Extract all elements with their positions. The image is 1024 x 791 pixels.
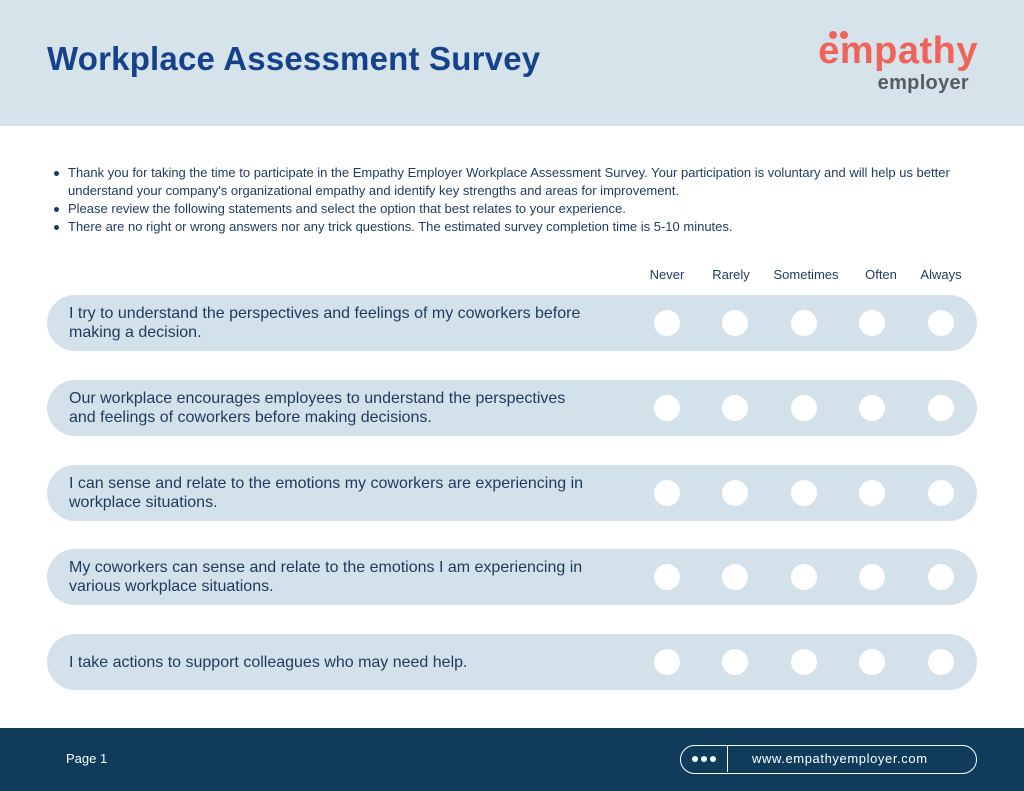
radio-always[interactable] — [928, 564, 954, 590]
survey-row-4 — [47, 549, 977, 605]
header-banner — [0, 0, 1024, 126]
statement-text: My coworkers can sense and relate to the emotions I am experiencing in various workplace situations. — [69, 559, 583, 595]
radio-often[interactable] — [859, 649, 885, 675]
survey-row-2 — [47, 380, 977, 436]
radio-always[interactable] — [928, 480, 954, 506]
radio-rarely[interactable] — [722, 649, 748, 675]
radio-often[interactable] — [859, 564, 885, 590]
radio-never[interactable] — [654, 649, 680, 675]
radio-always[interactable] — [928, 649, 954, 675]
radio-rarely[interactable] — [722, 395, 748, 421]
scale-label-never: Never — [649, 267, 685, 282]
radio-sometimes[interactable] — [791, 395, 817, 421]
page-title: Workplace Assessment Survey — [47, 40, 541, 77]
radio-never[interactable] — [654, 564, 680, 590]
intro-item: Thank you for taking the time to participate in the Empathy Employer Workplace Assessment Survey. Your participation is voluntary and will help us better understand your company's organizational empathy and identify key strengths and areas for improvement. — [52, 164, 980, 200]
radio-sometimes[interactable] — [791, 480, 817, 506]
radio-never[interactable] — [654, 310, 680, 336]
statement-text: I try to understand the perspectives and feelings of my coworkers before making a decision. — [69, 305, 581, 341]
statement-text: I can sense and relate to the emotions my coworkers are experiencing in workplace situations. — [69, 475, 584, 511]
radio-rarely[interactable] — [722, 480, 748, 506]
radio-often[interactable] — [859, 395, 885, 421]
logo-wordmark: empathy — [818, 30, 978, 72]
radio-often[interactable] — [859, 310, 885, 336]
footer-bar — [0, 728, 1024, 791]
more-dots-icon — [681, 746, 728, 772]
radio-often[interactable] — [859, 480, 885, 506]
radio-rarely[interactable] — [722, 310, 748, 336]
website-link[interactable] — [680, 745, 977, 774]
radio-sometimes[interactable] — [791, 564, 817, 590]
scale-label-sometimes: Sometimes — [773, 267, 839, 282]
survey-row-5 — [47, 634, 977, 690]
brand-logo — [808, 32, 978, 96]
radio-always[interactable] — [928, 310, 954, 336]
radio-rarely[interactable] — [722, 564, 748, 590]
statement-text: I take actions to support colleagues who may need help. — [69, 653, 468, 671]
logo-subtitle: employer — [877, 72, 969, 94]
scale-label-often: Often — [865, 267, 897, 282]
page-number: Page 1 — [66, 751, 108, 766]
radio-always[interactable] — [928, 395, 954, 421]
radio-sometimes[interactable] — [791, 649, 817, 675]
intro-item: There are no right or wrong answers nor any trick questions. The estimated survey completion time is 5-10 minutes. — [52, 218, 980, 236]
intro-list — [52, 164, 980, 236]
radio-never[interactable] — [654, 395, 680, 421]
website-url: www.empathyemployer.com — [752, 751, 928, 766]
survey-row-3 — [47, 465, 977, 521]
intro-item: Please review the following statements and select the option that best relates to your experience. — [52, 200, 980, 218]
survey-row-1 — [47, 295, 977, 351]
radio-sometimes[interactable] — [791, 310, 817, 336]
scale-label-always: Always — [920, 267, 962, 282]
radio-never[interactable] — [654, 480, 680, 506]
statement-text: Our workplace encourages employees to understand the perspectives and feelings of coworkers before making decisions. — [69, 390, 566, 426]
scale-label-rarely: Rarely — [712, 267, 750, 282]
